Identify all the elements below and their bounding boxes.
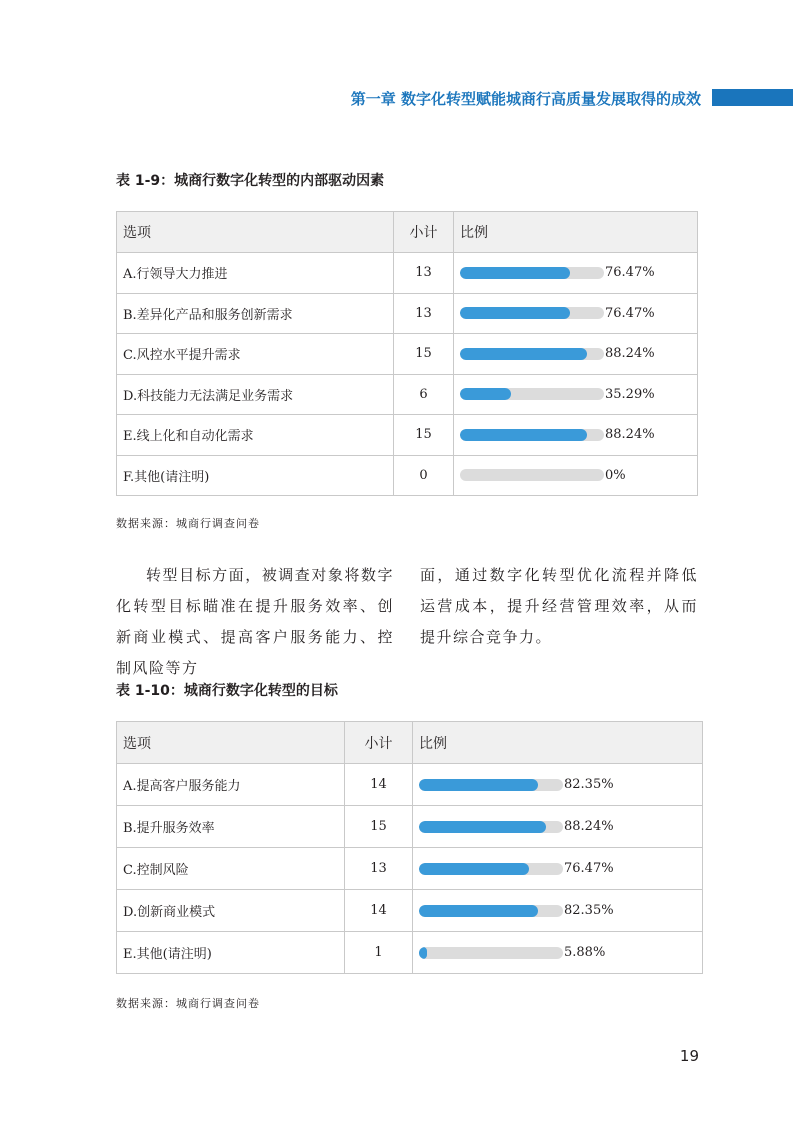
ratio-cell (413, 890, 703, 932)
table2-header-count: 小计 (345, 722, 413, 764)
table-row (117, 806, 703, 848)
ratio-bar-track (460, 469, 604, 481)
table-row (117, 848, 703, 890)
option-cell: F.其他(请注明) (117, 455, 394, 496)
ratio-bar-fill (460, 348, 587, 360)
ratio-percent: 76.47% (605, 305, 655, 321)
table2-header-option: 选项 (117, 722, 345, 764)
chapter-accent-bar (712, 89, 793, 106)
count-cell: 6 (394, 374, 454, 415)
ratio-bar-fill (419, 779, 538, 791)
table1-header-count: 小计 (394, 212, 454, 253)
count-cell: 14 (345, 764, 413, 806)
table1 (116, 211, 698, 496)
paragraph-right-column: 面，通过数字化转型优化流程并降低运营成本，提升经营管理效率，从而提升综合竞争力。 (420, 566, 698, 646)
table-row (117, 334, 698, 375)
count-cell: 15 (345, 806, 413, 848)
ratio-percent: 82.35% (564, 903, 614, 918)
count-cell: 1 (345, 932, 413, 974)
table1-header-option: 选项 (117, 212, 394, 253)
ratio-bar-fill (460, 307, 570, 319)
table-row (117, 293, 698, 334)
ratio-cell (454, 293, 698, 334)
ratio-cell (454, 374, 698, 415)
option-cell: C.风控水平提升需求 (117, 334, 394, 375)
page-number: 19 (679, 1047, 699, 1065)
table2-source: 数据来源：城商行调查问卷 (116, 997, 260, 1010)
ratio-cell (413, 764, 703, 806)
ratio-bar-track (460, 348, 604, 360)
ratio-cell (454, 334, 698, 375)
ratio-percent: 88.24% (605, 427, 655, 443)
ratio-percent: 88.24% (564, 819, 614, 834)
table2-caption: 表 1-10：城商行数字化转型的目标 (116, 683, 338, 699)
ratio-bar-track (460, 307, 604, 319)
option-cell: B.提升服务效率 (117, 806, 345, 848)
count-cell: 0 (394, 455, 454, 496)
ratio-bar-track (419, 779, 563, 791)
ratio-bar-fill (460, 267, 570, 279)
ratio-bar-track (460, 429, 604, 441)
table1-header-ratio: 比例 (454, 212, 698, 253)
count-cell: 15 (394, 415, 454, 456)
table-row (117, 455, 698, 496)
table-row (117, 764, 703, 806)
ratio-cell (413, 932, 703, 974)
ratio-percent: 82.35% (564, 777, 614, 792)
ratio-bar-fill (419, 863, 529, 875)
ratio-cell (454, 253, 698, 294)
option-cell: D.创新商业模式 (117, 890, 345, 932)
ratio-percent: 35.29% (605, 386, 655, 402)
table1-source: 数据来源：城商行调查问卷 (116, 517, 260, 530)
ratio-percent: 5.88% (564, 945, 606, 960)
ratio-percent: 88.24% (605, 346, 655, 362)
ratio-percent: 76.47% (605, 265, 655, 281)
table-row (117, 932, 703, 974)
ratio-bar-fill (419, 947, 427, 959)
ratio-bar-track (419, 821, 563, 833)
table2 (116, 721, 703, 974)
table1-caption: 表 1-9：城商行数字化转型的内部驱动因素 (116, 173, 385, 189)
paragraph-left-column: 转型目标方面，被调查对象将数字化转型目标瞄准在提升服务效率、创新商业模式、提高客户服务能力、控制风险等方 (116, 566, 394, 677)
table2-header-ratio: 比例 (413, 722, 703, 764)
option-cell: E.其他(请注明) (117, 932, 345, 974)
ratio-bar-track (419, 863, 563, 875)
chapter-title: 第一章 数字化转型赋能城商行高质量发展取得的成效 (350, 90, 701, 108)
ratio-bar-track (460, 388, 604, 400)
ratio-cell (413, 806, 703, 848)
count-cell: 15 (394, 334, 454, 375)
count-cell: 13 (345, 848, 413, 890)
ratio-cell (454, 415, 698, 456)
ratio-bar-track (419, 905, 563, 917)
ratio-bar-track (460, 267, 604, 279)
count-cell: 13 (394, 293, 454, 334)
ratio-percent: 0% (605, 467, 626, 483)
ratio-cell (413, 848, 703, 890)
option-cell: C.控制风险 (117, 848, 345, 890)
ratio-cell (454, 455, 698, 496)
ratio-bar-track (419, 947, 563, 959)
table-row (117, 253, 698, 294)
ratio-bar-fill (419, 905, 538, 917)
ratio-bar-fill (419, 821, 546, 833)
count-cell: 13 (394, 253, 454, 294)
ratio-bar-fill (460, 429, 587, 441)
table-row (117, 890, 703, 932)
table-row (117, 374, 698, 415)
option-cell: D.科技能力无法满足业务需求 (117, 374, 394, 415)
option-cell: B.差异化产品和服务创新需求 (117, 293, 394, 334)
ratio-bar-fill (460, 388, 511, 400)
ratio-percent: 76.47% (564, 861, 614, 876)
table-row (117, 415, 698, 456)
option-cell: A.行领导大力推进 (117, 253, 394, 294)
count-cell: 14 (345, 890, 413, 932)
option-cell: A.提高客户服务能力 (117, 764, 345, 806)
option-cell: E.线上化和自动化需求 (117, 415, 394, 456)
